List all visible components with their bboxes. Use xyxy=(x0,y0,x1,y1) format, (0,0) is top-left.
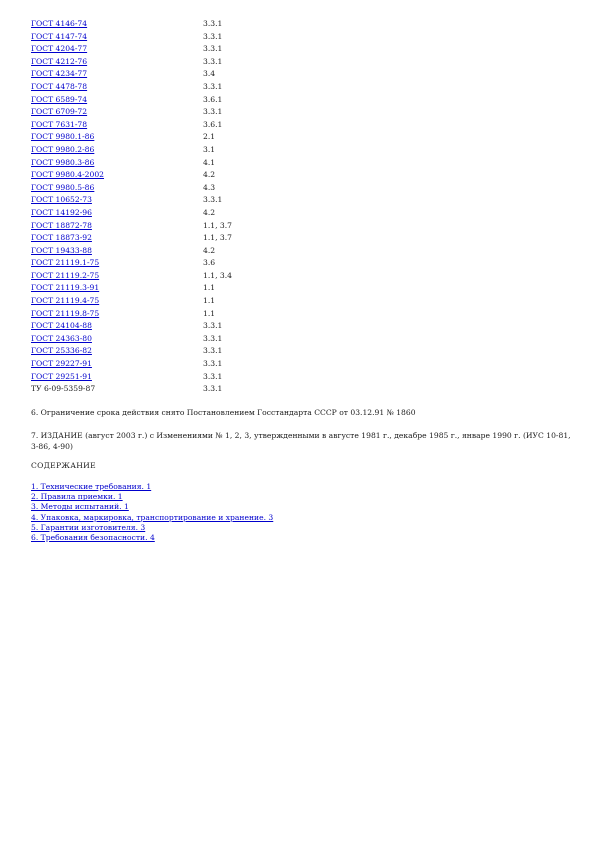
reference-doc-link[interactable]: ГОСТ 10652-73 xyxy=(31,195,92,205)
reference-row xyxy=(31,371,331,384)
reference-doc-link[interactable]: ГОСТ 21119.8-75 xyxy=(31,308,100,318)
reference-clause: 3.6.1 xyxy=(203,94,223,104)
reference-clause: 4.2 xyxy=(203,245,216,255)
reference-doc-link[interactable]: ГОСТ 9980.3-86 xyxy=(31,157,95,167)
reference-clause: 2.1 xyxy=(203,132,216,142)
reference-clause: 1.1 xyxy=(203,296,216,306)
reference-doc-link[interactable]: ГОСТ 6709-72 xyxy=(31,107,88,117)
reference-clause: 3.3.1 xyxy=(203,44,223,54)
reference-clause: 3.1 xyxy=(203,144,216,154)
reference-row xyxy=(31,106,331,119)
reference-clause: 3.3.1 xyxy=(203,346,223,356)
reference-row xyxy=(31,308,331,321)
reference-doc-link[interactable]: ГОСТ 4234-77 xyxy=(31,69,88,79)
reference-clause: 3.6 xyxy=(203,258,216,268)
reference-doc: ТУ 6-09-5359-87 xyxy=(31,384,96,394)
toc-item-test-methods[interactable]: 3. Методы испытаний. 1 xyxy=(31,502,129,512)
toc-item-packaging[interactable]: 4. Упаковка, маркировка, транспортирование и хранение. 3 xyxy=(31,512,274,522)
reference-doc-link[interactable]: ГОСТ 21119.2-75 xyxy=(31,270,100,280)
reference-clause: 4.3 xyxy=(203,182,216,192)
reference-clause: 4.2 xyxy=(203,207,216,217)
reference-clause: 3.3.1 xyxy=(203,107,223,117)
reference-doc-link[interactable]: ГОСТ 4212-76 xyxy=(31,56,88,66)
reference-row xyxy=(31,333,331,346)
reference-clause: 3.3.1 xyxy=(203,81,223,91)
reference-clause: 3.3.1 xyxy=(203,31,223,41)
reference-doc-link[interactable]: ГОСТ 18873-92 xyxy=(31,233,92,243)
reference-row xyxy=(31,119,331,132)
reference-row xyxy=(31,94,331,107)
reference-row xyxy=(31,169,331,182)
reference-doc-link[interactable]: ГОСТ 14192-96 xyxy=(31,207,92,217)
reference-clause: 1.1 xyxy=(203,283,216,293)
reference-row xyxy=(31,358,331,371)
toc-item-manufacturer-warranty[interactable]: 5. Гарантии изготовителя. 3 xyxy=(31,522,146,532)
reference-row xyxy=(31,68,331,81)
paragraph-6: 6. Ограничение срока действия снято Постановлением Госстандарта СССР от 03.12.91 № 1860 xyxy=(31,408,416,417)
reference-doc-link[interactable]: ГОСТ 29251-91 xyxy=(31,371,92,381)
reference-clause: 1.1, 3.4 xyxy=(203,270,232,280)
reference-doc-link[interactable]: ГОСТ 4146-74 xyxy=(31,19,88,28)
reference-row xyxy=(31,56,331,69)
paragraph-7: 7. ИЗДАНИЕ (август 2003 г.) с Изменениями № 1, 2, 3, утвержденными в августе 1981 г., декабре 1985 г., январе 1990 г. (ИУС 10-81, 3-86, 4-90) xyxy=(31,431,571,451)
reference-doc-link[interactable]: ГОСТ 9980.1-86 xyxy=(31,132,95,142)
reference-clause: 3.3.1 xyxy=(203,56,223,66)
reference-doc-link[interactable]: ГОСТ 24363-80 xyxy=(31,333,92,343)
reference-clause: 1.1 xyxy=(203,308,216,318)
reference-row xyxy=(31,18,331,31)
reference-row xyxy=(31,320,331,333)
reference-doc-link[interactable]: ГОСТ 24104-88 xyxy=(31,321,92,331)
toc-item-technical-requirements[interactable]: 1. Технические требования. 1 xyxy=(31,482,152,491)
reference-doc-link[interactable]: ГОСТ 19433-88 xyxy=(31,245,92,255)
toc-list xyxy=(31,482,273,543)
toc-item-safety-requirements[interactable]: 6. Требования безопасности. 4 xyxy=(31,532,155,542)
reference-clause: 3.6.1 xyxy=(203,119,223,129)
reference-row xyxy=(31,144,331,157)
reference-row xyxy=(31,43,331,56)
reference-row xyxy=(31,383,331,396)
reference-row xyxy=(31,81,331,94)
reference-doc-link[interactable]: ГОСТ 6589-74 xyxy=(31,94,88,104)
reference-doc-link[interactable]: ГОСТ 4147-74 xyxy=(31,31,88,41)
reference-doc-link[interactable]: ГОСТ 9980.4-2002 xyxy=(31,170,105,180)
reference-clause: 4.2 xyxy=(203,170,216,180)
reference-row xyxy=(31,194,331,207)
reference-row xyxy=(31,232,331,245)
toc-heading: СОДЕРЖАНИЕ xyxy=(31,461,96,470)
toc-item-acceptance-rules[interactable]: 2. Правила приемки. 1 xyxy=(31,492,123,502)
reference-row xyxy=(31,182,331,195)
reference-doc-link[interactable]: ГОСТ 18872-78 xyxy=(31,220,92,230)
reference-doc-link[interactable]: ГОСТ 21119.3-91 xyxy=(31,283,100,293)
reference-doc-link[interactable]: ГОСТ 9980.2-86 xyxy=(31,144,95,154)
reference-doc-link[interactable]: ГОСТ 9980.5-86 xyxy=(31,182,95,192)
reference-row xyxy=(31,131,331,144)
reference-doc-link[interactable]: ГОСТ 4204-77 xyxy=(31,44,88,54)
reference-clause: 3.3.1 xyxy=(203,384,223,394)
reference-clause: 1.1, 3.7 xyxy=(203,220,232,230)
reference-clause: 3.4 xyxy=(203,69,216,79)
reference-clause: 3.3.1 xyxy=(203,19,223,28)
reference-row xyxy=(31,257,331,270)
reference-clause: 3.3.1 xyxy=(203,371,223,381)
reference-clause: 3.3.1 xyxy=(203,195,223,205)
reference-clause: 1.1, 3.7 xyxy=(203,233,232,243)
reference-row xyxy=(31,270,331,283)
reference-clause: 3.3.1 xyxy=(203,321,223,331)
reference-row xyxy=(31,345,331,358)
normative-references-table xyxy=(31,18,331,396)
reference-row xyxy=(31,157,331,170)
reference-row xyxy=(31,207,331,220)
reference-doc-link[interactable]: ГОСТ 21119.1-75 xyxy=(31,258,100,268)
reference-row xyxy=(31,220,331,233)
reference-row xyxy=(31,31,331,44)
reference-doc-link[interactable]: ГОСТ 4478-78 xyxy=(31,81,88,91)
reference-clause: 4.1 xyxy=(203,157,216,167)
reference-doc-link[interactable]: ГОСТ 21119.4-75 xyxy=(31,296,100,306)
reference-row xyxy=(31,245,331,258)
reference-clause: 3.3.1 xyxy=(203,333,223,343)
reference-row xyxy=(31,282,331,295)
reference-doc-link[interactable]: ГОСТ 29227-91 xyxy=(31,359,92,369)
reference-doc-link[interactable]: ГОСТ 7631-78 xyxy=(31,119,88,129)
reference-clause: 3.3.1 xyxy=(203,359,223,369)
reference-doc-link[interactable]: ГОСТ 25336-82 xyxy=(31,346,92,356)
reference-row xyxy=(31,295,331,308)
